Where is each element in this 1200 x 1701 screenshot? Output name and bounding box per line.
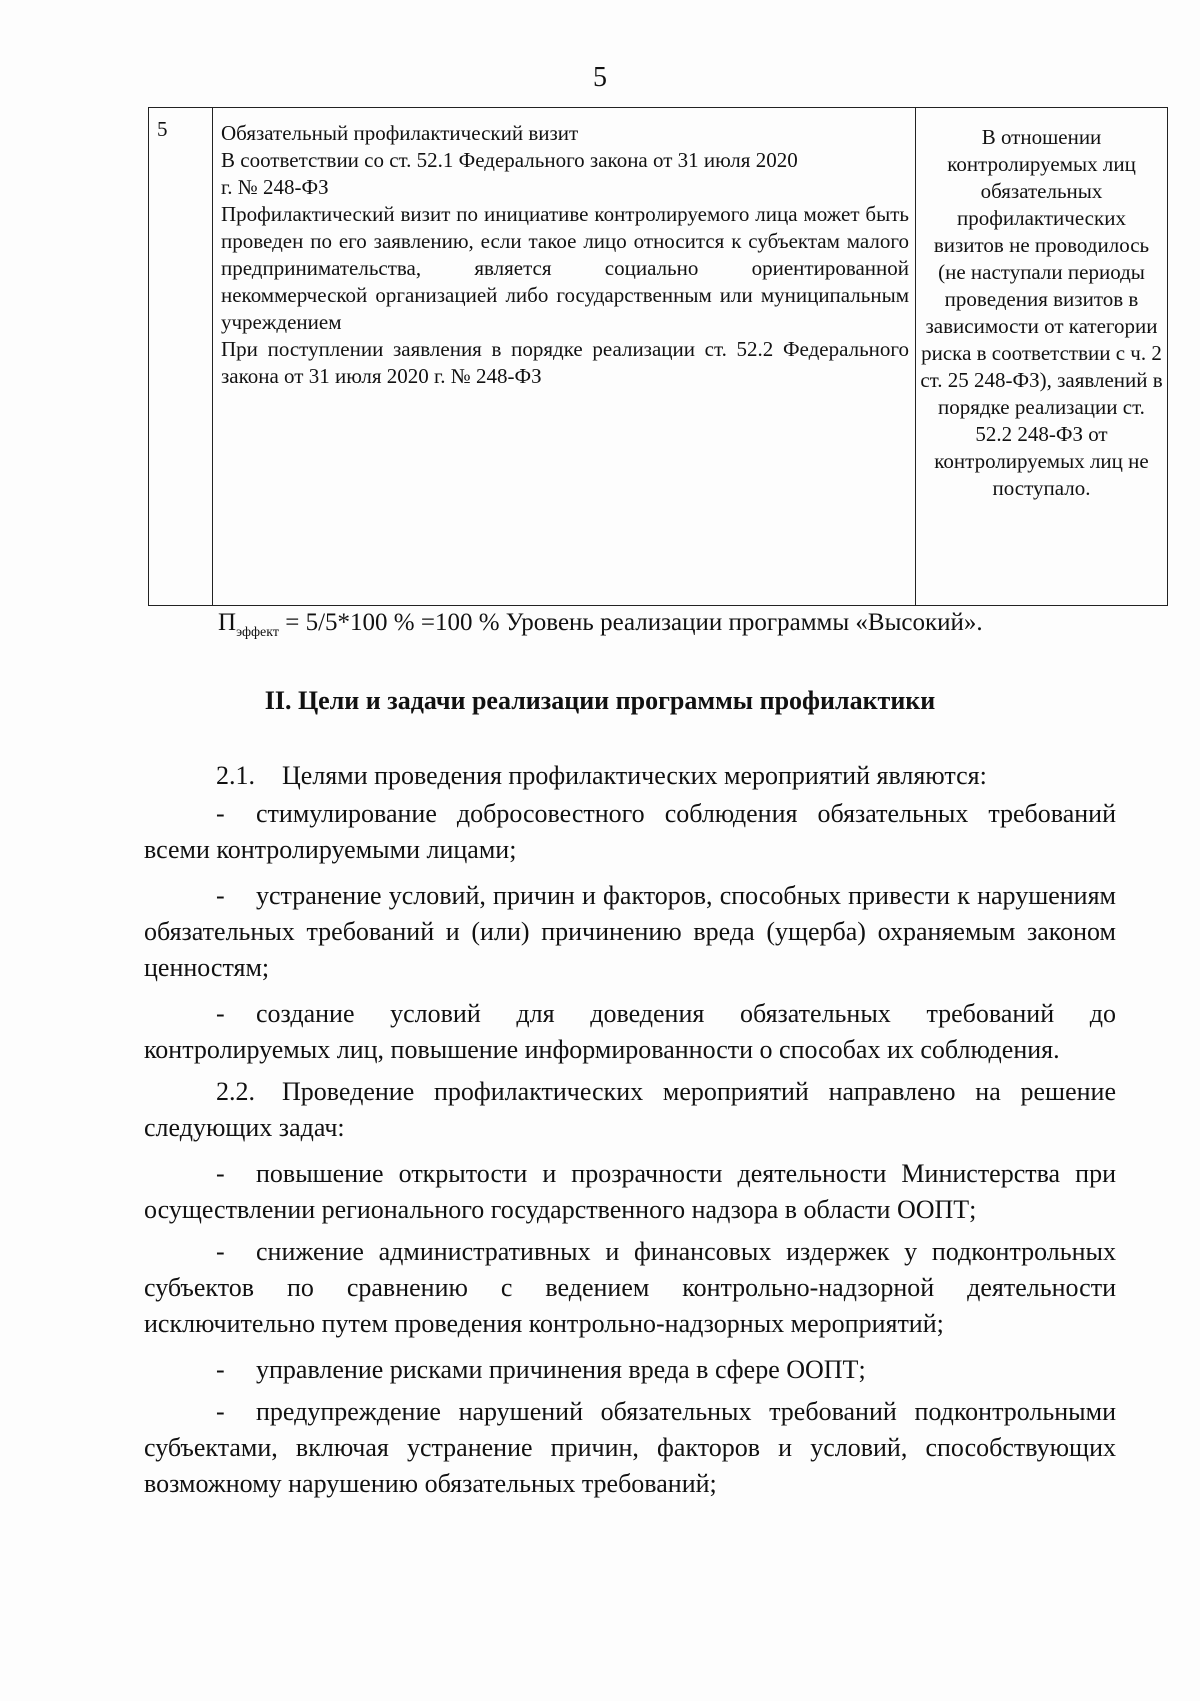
measure-condition: При поступлении заявления в порядке реализации ст. 52.2 Федерального закона от 31 июля 2020 г. № 248-ФЗ xyxy=(221,337,909,388)
list-item-text: стимулирование добросовестного соблюдения обязательных требований всеми контролируемыми лицами; xyxy=(144,799,1116,864)
clause-text: Проведение профилактических мероприятий направлено на решение следующих задач: xyxy=(144,1077,1116,1142)
list-dash: - xyxy=(216,799,225,828)
list-item-text: предупреждение нарушений обязательных требований подконтрольными субъектами, включая устранение причин, факторов и условий, способствующих возможному нарушению обязательных требований; xyxy=(144,1397,1116,1498)
clause-number: 2.1. xyxy=(216,761,255,790)
list-item xyxy=(144,1234,1116,1342)
list-dash: - xyxy=(216,881,225,910)
list-item-text: создание условий для доведения обязательных требований до контролируемых лиц, повышение информированности о способах их соблюдения. xyxy=(144,999,1116,1064)
list-item-text: повышение открытости и прозрачности деятельности Министерства при осуществлении регионального государственного надзора в области ООПТ; xyxy=(144,1159,1116,1224)
list-item-text: снижение административных и финансовых издержек у подконтрольных субъектов по сравнению с ведением контрольно-надзорной деятельности исключительно путем проведения контрольно-надзорных мероприятий; xyxy=(144,1237,1116,1338)
effectiveness-formula xyxy=(218,609,983,641)
measure-basis-line: В соответствии со ст. 52.1 Федерального закона от 31 июля 2020 xyxy=(221,148,798,172)
measure-title: Обязательный профилактический визит xyxy=(221,121,579,145)
formula-subscript: эффект xyxy=(236,625,279,640)
measure-description-cell xyxy=(213,108,916,606)
list-dash: - xyxy=(216,1159,225,1188)
list-dash: - xyxy=(216,999,225,1028)
goals-intro xyxy=(144,758,1116,794)
list-item xyxy=(144,1156,1116,1228)
list-item xyxy=(144,796,1116,868)
list-item-text: управление рисками причинения вреда в сфере ООПТ; xyxy=(256,1355,866,1384)
clause-number: 2.2. xyxy=(216,1077,255,1106)
list-dash: - xyxy=(216,1237,225,1266)
measure-description: Профилактический визит по инициативе контролируемого лица может быть проведен по его заявлению, если такое лицо относится к субъектам малого предпринимательства, является социально ориентированной некоммерческой организацией либо государственным или муниципальным учреждением xyxy=(221,202,909,334)
clause-text: Целями проведения профилактических мероприятий являются: xyxy=(282,761,987,790)
section-title: II. Цели и задачи реализации программы профилактики xyxy=(264,686,936,715)
list-item-text: устранение условий, причин и факторов, способных привести к нарушениям обязательных требований и (или) причинению вреда (ущерба) охраняемым законом ценностям; xyxy=(144,881,1116,982)
formula-symbol: П xyxy=(218,609,237,636)
list-dash: - xyxy=(216,1355,225,1384)
tasks-intro xyxy=(144,1074,1116,1146)
page-number: 5 xyxy=(593,62,607,93)
list-item xyxy=(144,996,1116,1068)
table-row xyxy=(149,108,1168,606)
measures-table xyxy=(148,107,1168,606)
list-item xyxy=(144,878,1116,986)
list-dash: - xyxy=(216,1397,225,1426)
row-number-cell: 5 xyxy=(149,108,213,606)
list-item xyxy=(144,1352,1116,1388)
document-body xyxy=(144,758,1116,1502)
formula-text: = 5/5*100 % =100 % Уровень реализации программы «Высокий». xyxy=(279,609,983,636)
measure-basis-line-2: г. № 248-ФЗ xyxy=(221,175,329,199)
list-item xyxy=(144,1394,1116,1502)
measure-result-cell: В отношении контролируемых лиц обязательных профилактических визитов не проводилось (не наступали периоды проведения визитов в зависимости от категории риска в соответствии с ч. 2 ст. 25 248-ФЗ), заявлений в порядке реализации ст. 52.2 248-ФЗ от контролируемых лиц не поступало. xyxy=(916,108,1168,606)
